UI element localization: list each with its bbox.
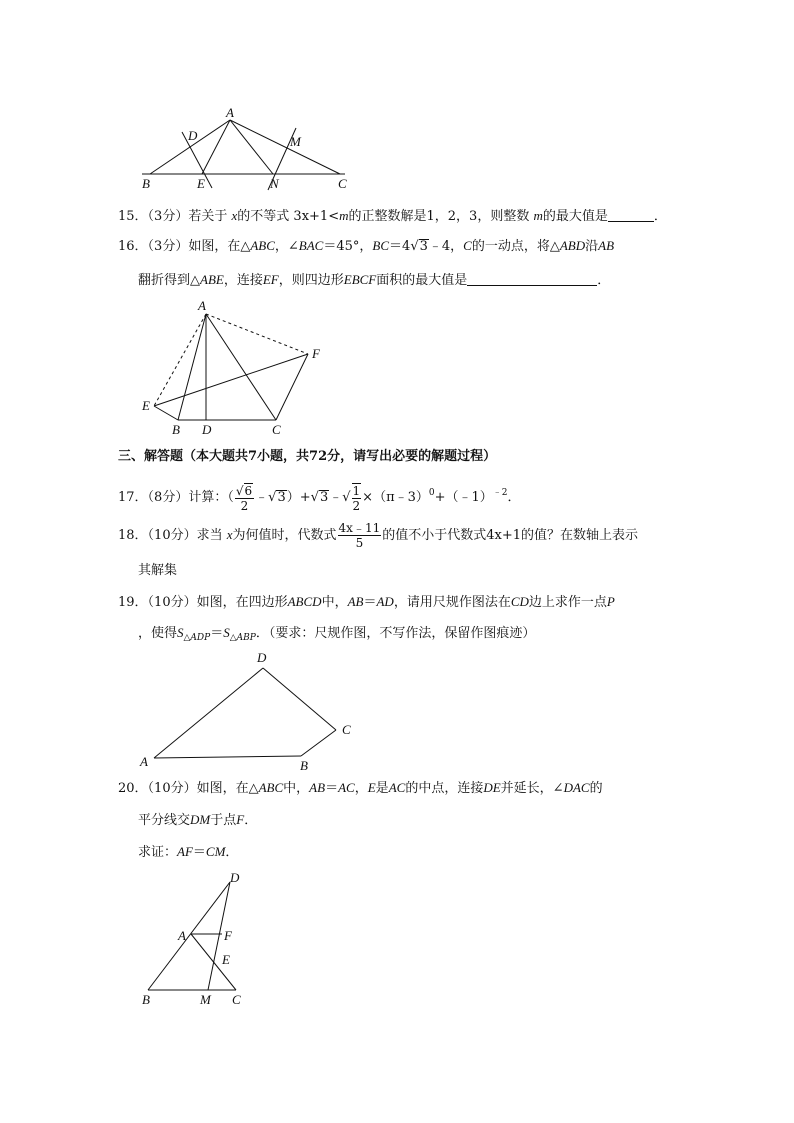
label-m: M (200, 992, 211, 1007)
label-e: E (197, 176, 205, 191)
question-16-line1: 16．（3分）如图，在△ABC，∠BAC＝45°，BC＝4√3﹣4，C的一动点，将△ABD沿AB (118, 238, 615, 254)
label-n: N (270, 176, 279, 191)
figure-q16 (136, 298, 336, 438)
question-17: 17．（8分）计算：（ $\frac{√6}{2}$ ﹣√3）+√3﹣√ $\frac{1}{2}$ ×（π﹣3）$^0$+（﹣1）$^{﹣2}$． (118, 483, 521, 513)
question-20-line2: 平分线交DM于点F． (138, 812, 258, 828)
question-19-line1: 19．（10分）如图，在四边形ABCD中，AB＝AD，请用尺规作图法在CD边上求作一点P (118, 594, 615, 610)
label-b: B (142, 176, 150, 191)
label-a: A (140, 754, 148, 769)
section-heading: 三、解答题（本大题共7小题，共72分，请写出必要的解题过程） (118, 449, 497, 464)
question-16-line2: 翻折得到△ABE，连接EF，则四边形EBCF面积的最大值是 ． (138, 272, 611, 288)
label-e: E (222, 952, 230, 967)
label-b: B (300, 758, 308, 773)
label-c: C (342, 722, 351, 737)
label-d: D (188, 128, 198, 143)
question-20-line1: 20．（10分）如图，在△ABC中，AB＝AC，E是AC的中点，连接DE并延长，∠DAC的 (118, 780, 603, 796)
question-18-line2: 其解集 (138, 563, 178, 578)
question-19-line2: ，使得$S_{\triangle ADP}=S_{\triangle ABP}$．（要求：尺规作图，不写作法，保留作图痕迹） (138, 625, 536, 643)
figure-triangle-abc-top (130, 104, 360, 194)
label-a: A (198, 298, 206, 313)
figure-q20 (136, 868, 276, 1008)
question-15: 15．（3分）若关于 x的不等式 3x+1<m的正整数解是1，2，3，则整数 m的最大值是 ． (118, 208, 667, 224)
label-b: B (172, 422, 180, 437)
figure-q19 (136, 648, 366, 773)
label-f: F (224, 928, 232, 943)
label-f: F (312, 346, 320, 361)
label-d: D (202, 422, 212, 437)
label-c: C (232, 992, 241, 1007)
label-a: A (226, 105, 234, 120)
label-a: A (178, 928, 186, 943)
label-d: D (257, 650, 267, 665)
question-20-line3: 求证：AF＝CM． (138, 844, 239, 860)
question-18-line1: 18．（10分）求当 x为何值时，代数式 $\frac{4x﹣11}{5}$ 的值不小于代数式4x+1的值？在数轴上表示 (118, 521, 639, 550)
label-m: M (290, 134, 301, 149)
label-b: B (142, 992, 150, 1007)
label-c: C (272, 422, 281, 437)
label-c: C (338, 176, 347, 191)
label-d: D (230, 870, 240, 885)
answer-blank (467, 273, 597, 286)
label-e: E (142, 398, 150, 413)
answer-blank (608, 209, 654, 222)
